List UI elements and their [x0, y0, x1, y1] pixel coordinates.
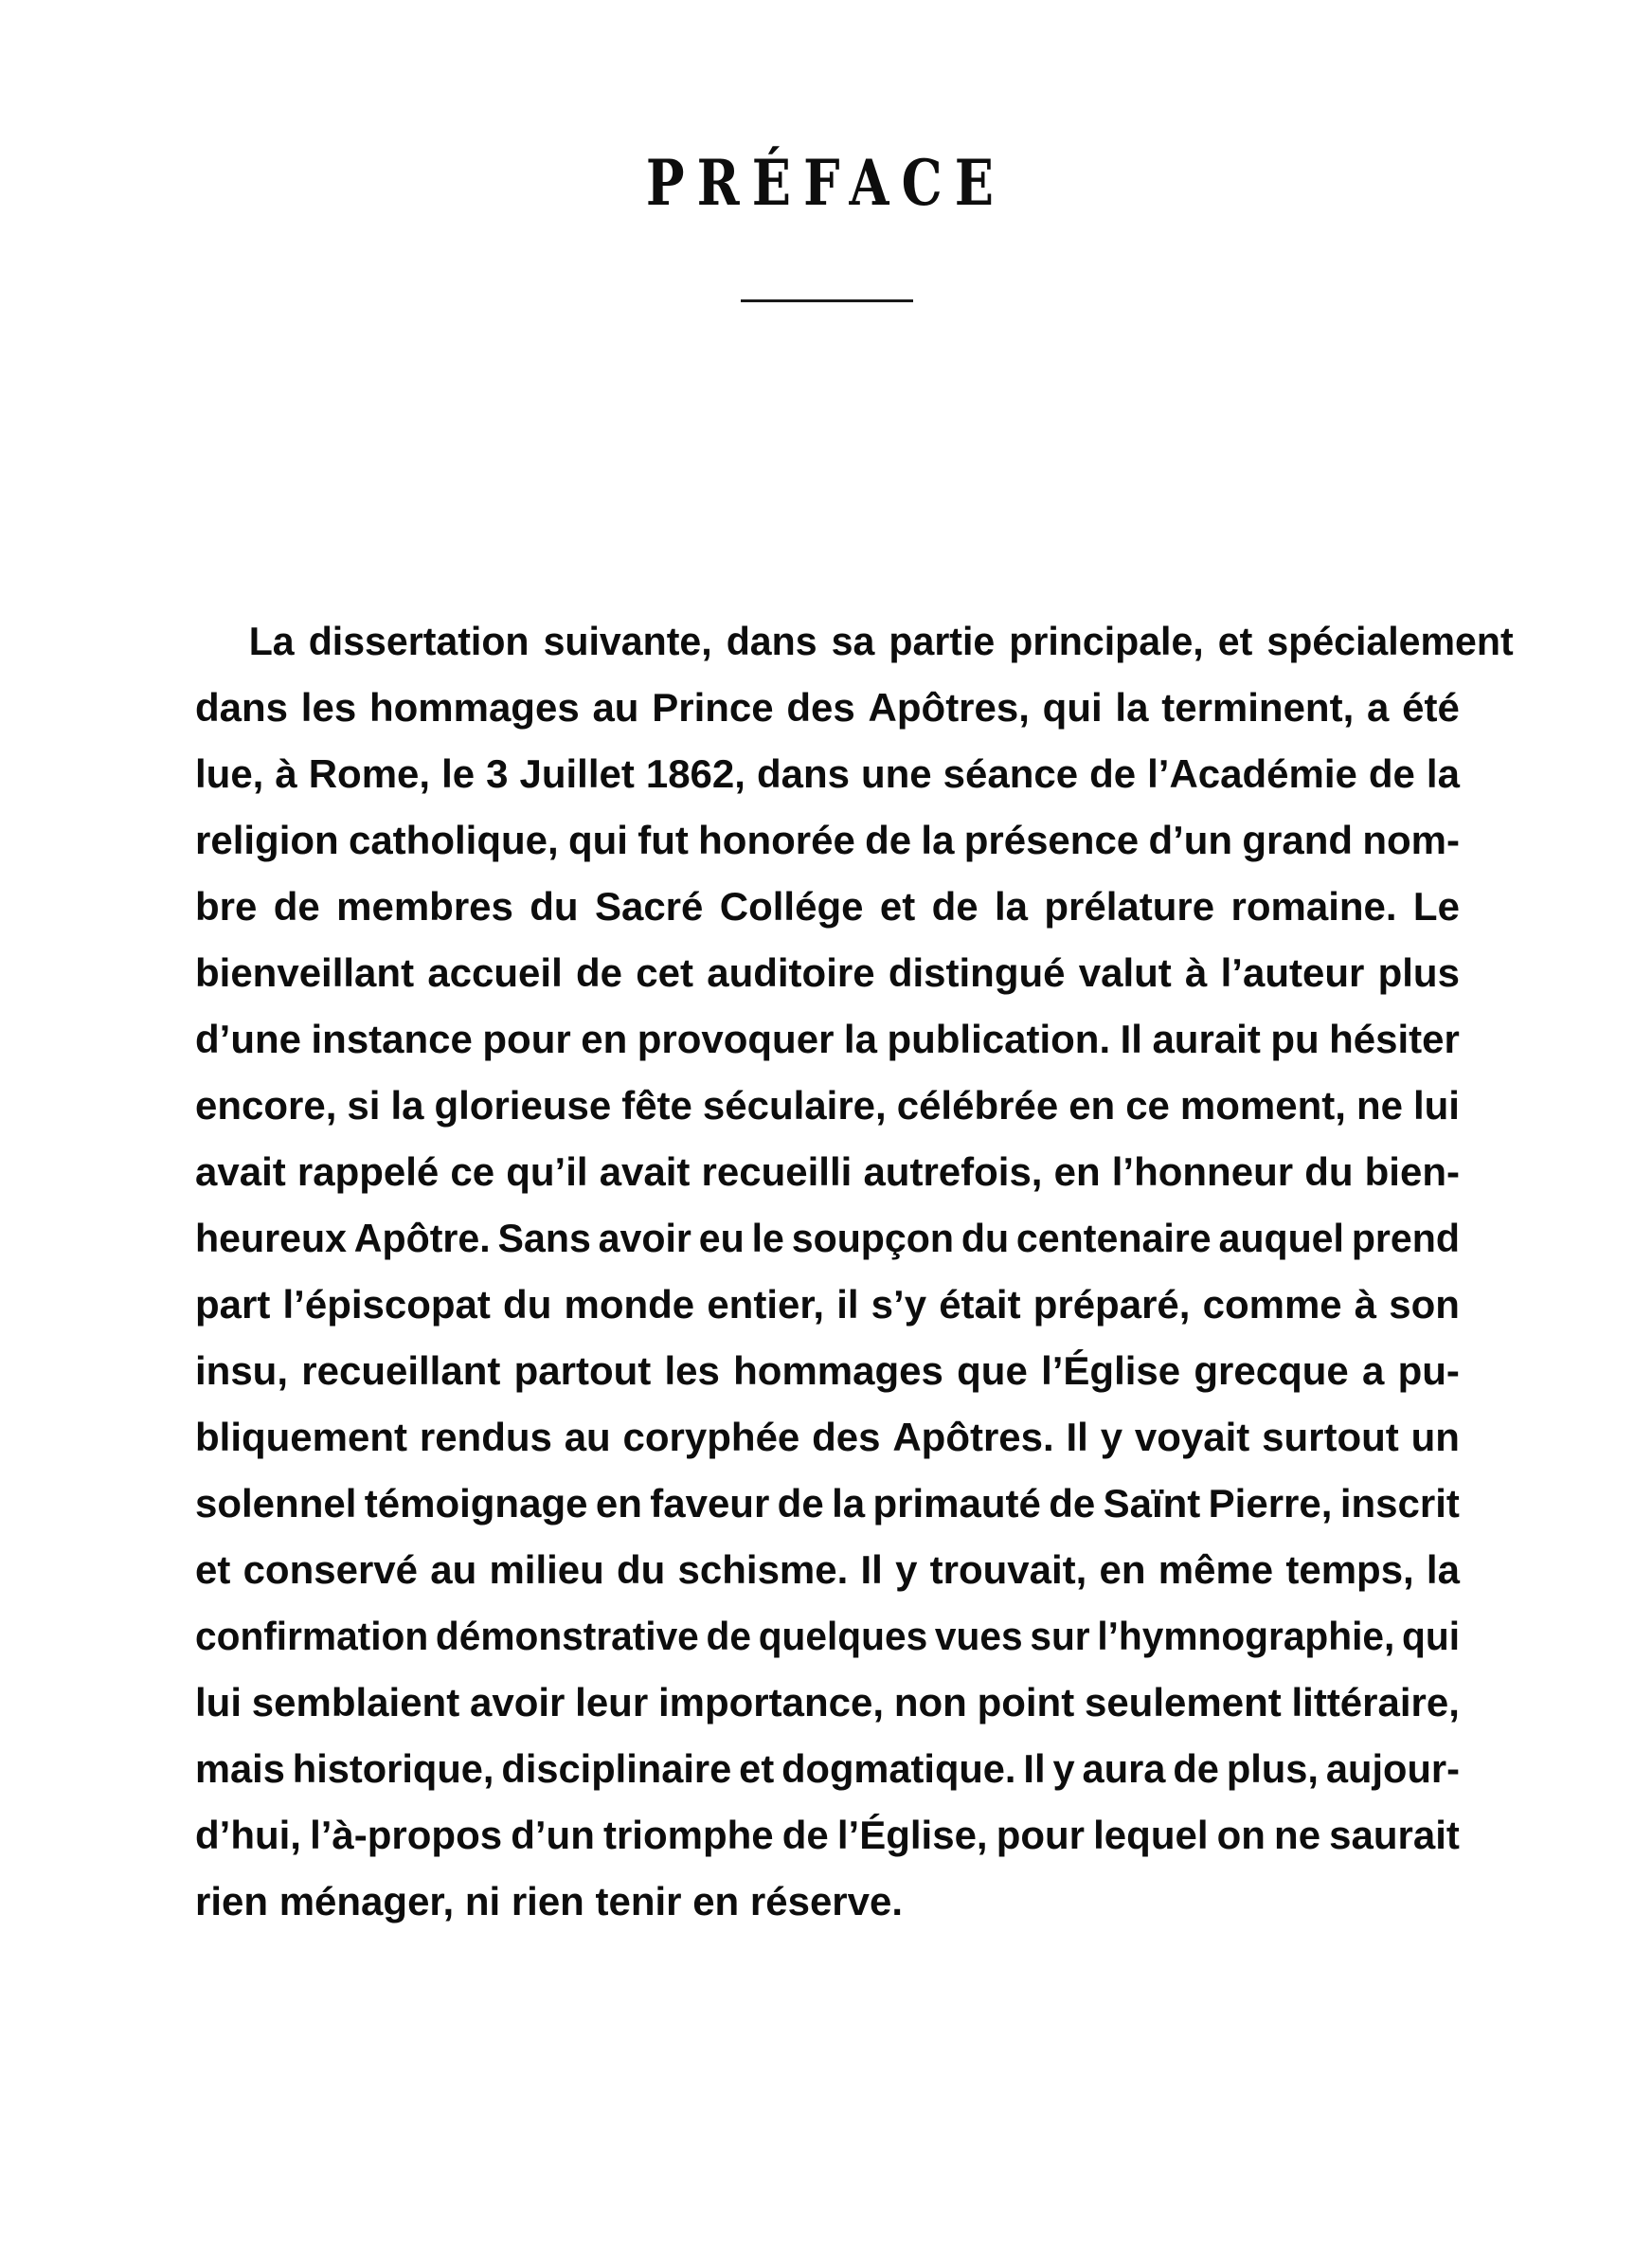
paragraph-line: mais historique, disciplinaire et dogmatique. Il y aura de plus, aujour- — [195, 1746, 1460, 1791]
paragraph-line: solennel témoignage en faveur de la primauté de Saïnt Pierre, inscrit — [195, 1481, 1460, 1526]
paragraph-line: d’une instance pour en provoquer la publication. Il aurait pu hésiter — [195, 1017, 1460, 1061]
paragraph-line: lui semblaient avoir leur importance, non point seulement littéraire, — [195, 1680, 1460, 1724]
paragraph-line: d’hui, l’à-propos d’un triomphe de l’Église, pour lequel on ne saurait — [195, 1813, 1460, 1857]
paragraph-line: encore, si la glorieuse fête séculaire, célébrée en ce moment, ne lui — [195, 1083, 1460, 1128]
paragraph-line: et conservé au milieu du schisme. Il y trouvait, en même temps, la — [195, 1547, 1460, 1592]
paragraph-line: heureux Apôtre. Sans avoir eu le soupçon du centenaire auquel prend — [195, 1216, 1461, 1260]
page-title: PRÉFACE — [645, 146, 1007, 220]
paragraph-line: lue, à Rome, le 3 Juillet 1862, dans une séance de l’Académie de la — [195, 751, 1460, 796]
paragraph-line: bienveillant accueil de cet auditoire distingué valut à l’auteur plus — [195, 950, 1460, 995]
paragraph-line: rien ménager, ni rien tenir en réserve. — [195, 1879, 904, 1923]
paragraph-line: part l’épiscopat du monde entier, il s’y était préparé, comme à son — [195, 1282, 1460, 1327]
paragraph-line: La dissertation suivante, dans sa partie principale, et spécialement — [248, 619, 1514, 663]
title-divider — [741, 299, 913, 302]
paragraph-line: bliquement rendus au coryphée des Apôtres. Il y voyait surtout un — [195, 1415, 1460, 1459]
paragraph-line: religion catholique, qui fut honorée de la présence d’un grand nom- — [195, 818, 1460, 862]
preface-paragraph — [195, 608, 1514, 1935]
paragraph-line: dans les hommages au Prince des Apôtres, qui la terminent, a été — [195, 685, 1460, 730]
paragraph-line: avait rappelé ce qu’il avait recueilli autrefois, en l’honneur du bien- — [195, 1149, 1460, 1194]
paragraph-line: bre de membres du Sacré Collége et de la prélature romaine. Le — [195, 884, 1460, 929]
paragraph-line: confirmation démonstrative de quelques vues sur l’hymnographie, qui — [195, 1614, 1461, 1658]
paragraph-line: insu, recueillant partout les hommages que l’Église grecque a pu- — [195, 1348, 1460, 1393]
